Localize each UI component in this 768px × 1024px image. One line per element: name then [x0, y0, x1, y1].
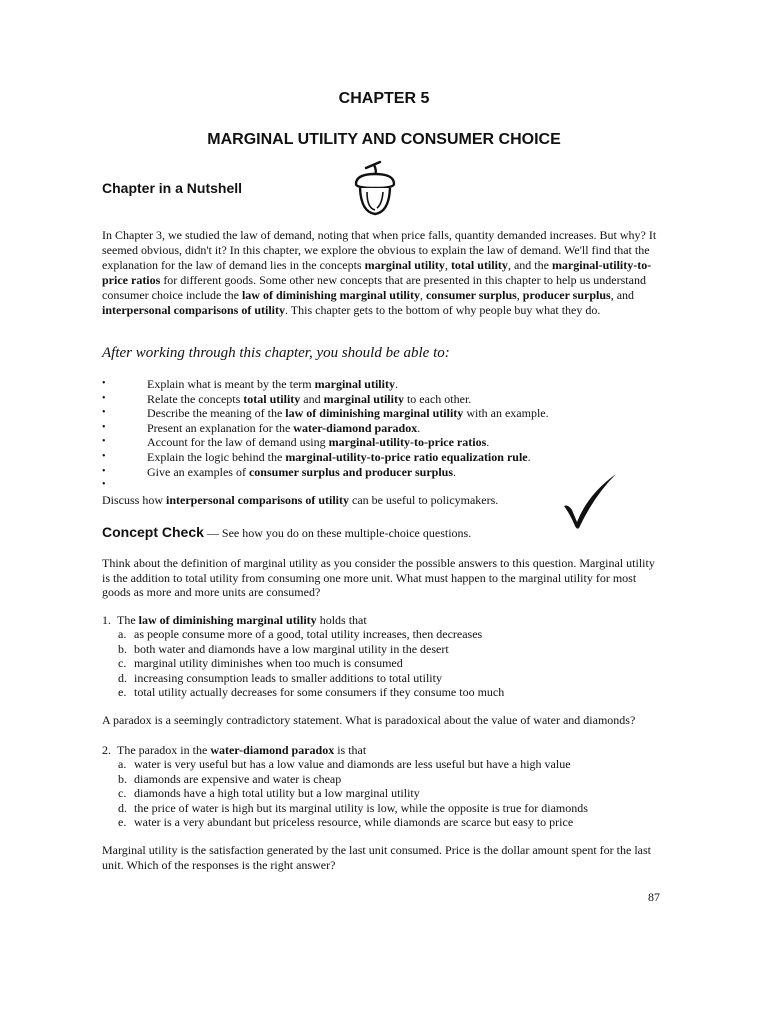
option-text: water is a very abundant but priceless resource, while diamonds are scarce but easy to price [134, 815, 574, 830]
intro-paragraph [102, 228, 662, 318]
answer-option [118, 815, 682, 829]
bold-term: marginal-utility-to-price ratios [328, 435, 487, 450]
question-1-options [102, 627, 682, 699]
option-text: water is very useful but has a low value and diamonds are less useful but have a high value [134, 757, 571, 772]
page-number: 87 [648, 890, 660, 904]
objective-item [102, 421, 682, 436]
checkmark-icon [560, 470, 620, 530]
concept-check-heading [102, 524, 471, 542]
option-text: the price of water is high but its marginal utility is low, while the opposite is true for diamonds [134, 800, 588, 815]
option-text: increasing consumption leads to smaller additions to total utility [134, 670, 442, 685]
option-text: as people consume more of a good, total utility increases, then decreases [134, 627, 483, 642]
bullet-marker: • [102, 450, 106, 462]
question-2-options [102, 757, 682, 829]
objective-item-policymakers [102, 493, 498, 508]
chapter-title: MARGINAL UTILITY AND CONSUMER CHOICE [207, 131, 561, 148]
question-2 [102, 743, 682, 829]
bold-term: marginal utility [323, 391, 404, 406]
text-run: . [453, 464, 457, 479]
text-run: . [486, 435, 490, 450]
question-2-stem [102, 743, 682, 757]
objective-text [147, 392, 471, 406]
answer-option [118, 627, 682, 641]
text-run: and [300, 391, 324, 406]
answer-option [118, 685, 682, 699]
concept-check-title: Concept Check [102, 524, 204, 540]
question2-intro: A paradox is a seemingly contradictory statement. What is paradoxical about the value of water and diamonds? [102, 713, 636, 727]
option-text: both water and diamonds have a low marginal utility in the desert [134, 641, 449, 656]
objective-item [102, 377, 682, 392]
answer-option [118, 671, 682, 685]
question1-intro: Think about the definition of marginal utility as you consider the possible answers to this question. Marginal utility is the addition to total utility from consuming one more unit. What must happen to the marginal utility for most goods as more and more units are consumed? [102, 556, 655, 600]
option-letter: c. [118, 786, 127, 801]
bold-term: total utility [243, 391, 301, 406]
option-text: diamonds are expensive and water is cheap [134, 771, 342, 786]
objective-text [147, 421, 420, 435]
objectives-heading: After working through this chapter, you should be able to: [102, 345, 450, 361]
text-run: is that [334, 743, 367, 757]
text-run: Explain the logic behind the [147, 449, 286, 464]
option-letter: a. [118, 627, 127, 642]
text-run: Explain what is meant by the term [147, 377, 315, 391]
objective-text [147, 465, 456, 479]
text-run: holds that [316, 613, 367, 627]
question-2-number: 2. [102, 743, 111, 757]
text-run: Describe the meaning of the [147, 406, 286, 421]
text-run: , and the [507, 258, 552, 272]
text-run: for different goods. Some other new concepts that are presented in this chapter to help us understand consumer choice include the [102, 273, 646, 302]
bullet-marker: • [102, 392, 106, 404]
option-letter: c. [118, 656, 127, 671]
bullet-marker: • [102, 378, 106, 389]
bold-term: consumer surplus and producer surplus [248, 464, 454, 479]
bold-term: law of diminishing marginal utility [285, 406, 464, 421]
text-run: Discuss how [102, 493, 167, 507]
option-letter: e. [118, 815, 127, 830]
question3-intro: Marginal utility is the satisfaction generated by the last unit consumed. Price is the dollar amount spent for the last unit. Which of the responses is the right answer? [102, 843, 651, 872]
option-text: total utility actually decreases for some consumers if they consume too much [134, 685, 505, 700]
text-run: The paradox in the [117, 743, 211, 757]
objective-text [147, 435, 489, 449]
text-run: . [417, 420, 421, 435]
text-run: with an example. [463, 406, 549, 421]
objective-item [102, 406, 682, 421]
text-run: , [444, 258, 451, 272]
objective-text [147, 450, 531, 464]
text-run: . [394, 377, 398, 391]
text-run: , [419, 288, 426, 302]
bold-term: consumer surplus [425, 288, 517, 302]
bold-term: total utility [450, 258, 508, 272]
objectives-list [102, 377, 682, 479]
text-run: . This chapter gets to the bottom of why people buy what they do. [285, 303, 601, 317]
question-2-text [117, 743, 366, 757]
text-run: The [117, 613, 139, 627]
option-letter: b. [118, 771, 127, 786]
objective-item [102, 450, 682, 465]
option-letter: d. [118, 800, 127, 815]
text-run: Relate the concepts [147, 391, 244, 406]
text-run: . [527, 449, 531, 464]
objective-text [147, 406, 549, 420]
acorn-icon [350, 160, 400, 216]
text-run: , [516, 288, 523, 302]
objective-item [102, 435, 682, 450]
nutshell-heading: Chapter in a Nutshell [102, 180, 243, 196]
bullet-marker: • [102, 465, 106, 477]
bold-term: marginal-utility-to-price ratio equalization rule [285, 449, 528, 464]
question-1-text [117, 613, 367, 627]
bold-term: marginal utility [314, 377, 395, 391]
bullet-marker: • [102, 421, 106, 433]
text-run: , and [610, 288, 635, 302]
bold-term: marginal utility [364, 258, 445, 272]
bullet-marker: • [102, 436, 106, 448]
bold-term: water-diamond paradox [210, 743, 335, 757]
bold-term: law of diminishing marginal utility [138, 613, 317, 627]
chapter-number: CHAPTER 5 [338, 90, 430, 107]
option-letter: e. [118, 685, 127, 700]
bold-term: marginal-utility-to-price ratios [102, 258, 652, 287]
text-run: Present an explanation for the [147, 420, 294, 435]
text-run: Give an examples of [147, 464, 249, 479]
answer-option [118, 642, 682, 656]
answer-option [118, 801, 682, 815]
text-run: to each other. [403, 391, 472, 406]
bold-term: producer surplus [522, 288, 611, 302]
bold-term: law of diminishing marginal utility [241, 288, 420, 302]
option-text: marginal utility diminishes when too much is consumed [134, 656, 403, 671]
bold-term: water-diamond paradox [293, 420, 418, 435]
option-letter: b. [118, 641, 127, 656]
answer-option [118, 786, 682, 800]
question-1 [102, 613, 682, 699]
text-run: In Chapter 3, we studied the law of demand, noting that when price falls, quantity demanded increases. But why? It seemed obvious, didn't it? In this chapter, we explore the obvious to explain the law of demand. We'll find that the explanation for the law of demand lies in the concepts [102, 228, 657, 272]
answer-option [118, 656, 682, 670]
question-1-stem [102, 613, 682, 627]
bold-term: interpersonal comparisons of utility [102, 303, 285, 317]
option-letter: d. [118, 670, 127, 685]
question-1-number: 1. [102, 613, 111, 627]
bold-term: interpersonal comparisons of utility [166, 493, 350, 507]
objective-item [102, 392, 682, 407]
answer-option [118, 772, 682, 786]
concept-check-subtitle: — See how you do on these multiple-choice questions. [203, 526, 472, 540]
option-text: diamonds have a high total utility but a low marginal utility [134, 786, 420, 801]
bullet-marker: • [102, 407, 106, 419]
answer-option [118, 757, 682, 771]
empty-bullet: • [102, 479, 106, 490]
text-run: Account for the law of demand using [147, 435, 329, 450]
option-letter: a. [118, 757, 127, 772]
objective-text [147, 377, 398, 391]
text-run: can be useful to policymakers. [349, 493, 499, 507]
